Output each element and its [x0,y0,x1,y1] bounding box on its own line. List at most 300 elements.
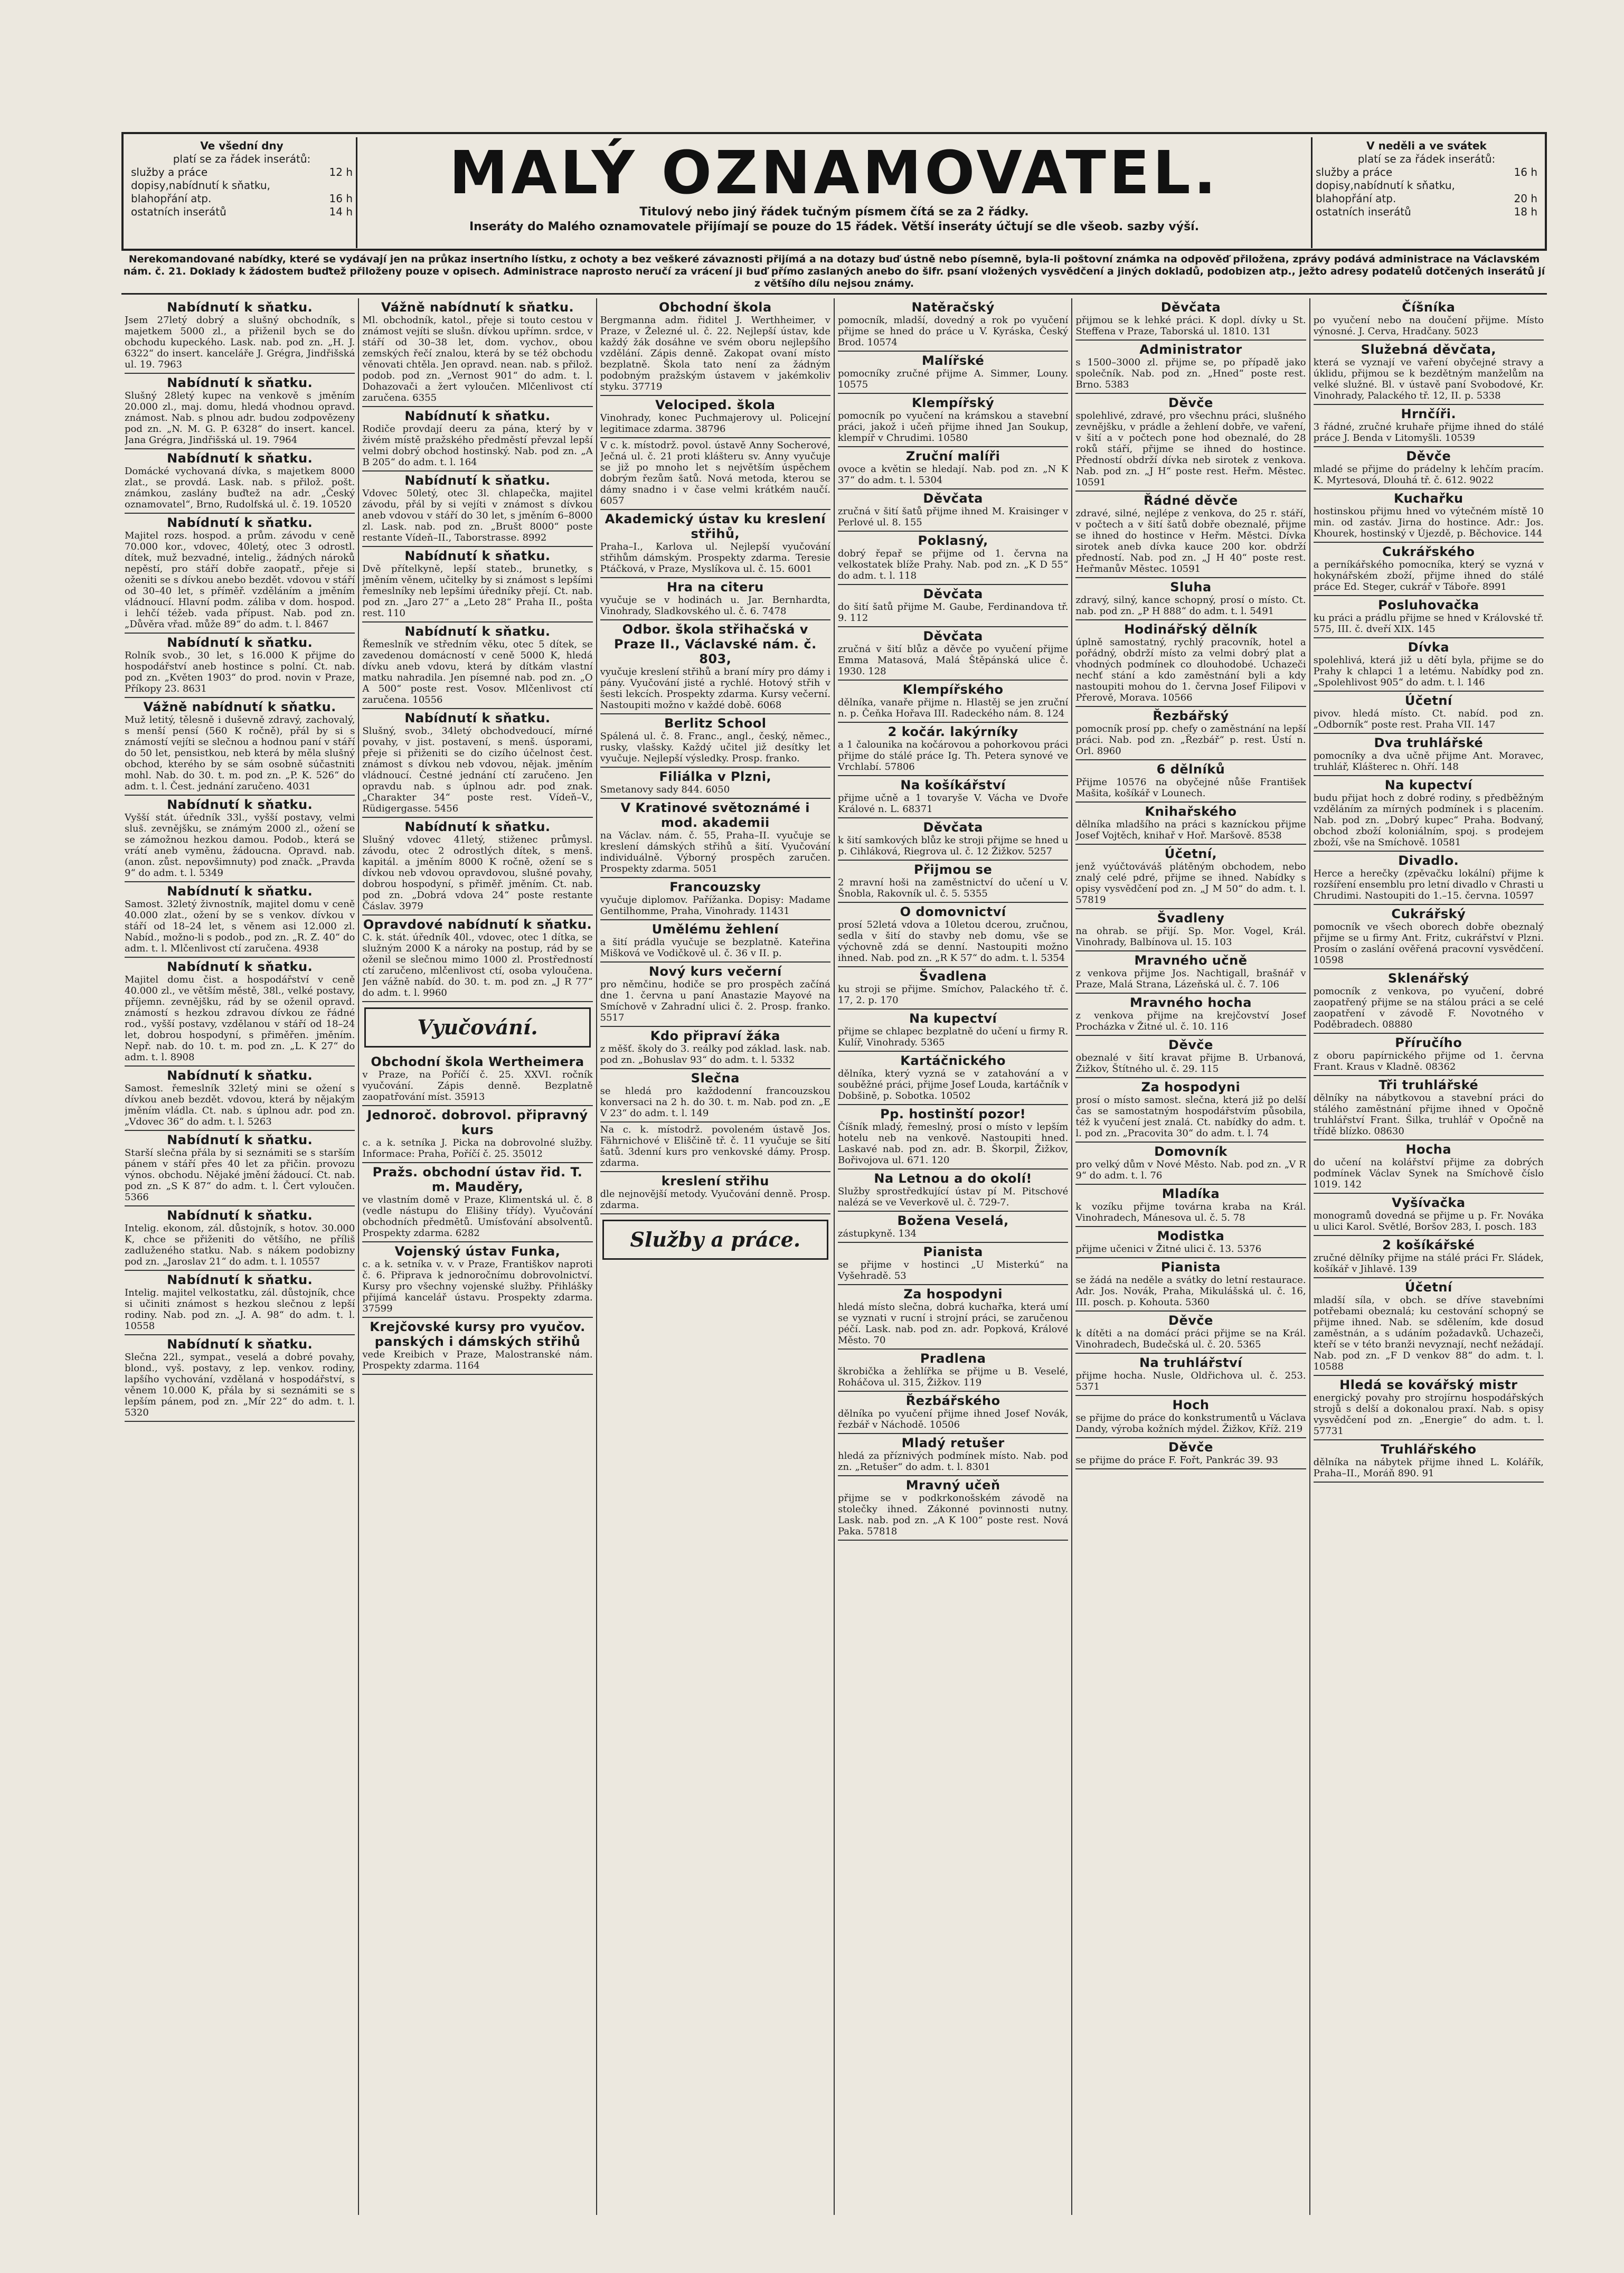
subtitle-2: Inseráty do Malého oznamovatele přijímají se pouze do 15 řádek. Větší inseráty účtují se dle všeob. sazby výší. [469,220,1200,233]
ad-text: mladé se přijme do prádelny k lehčím pracím. K. Myrtesová, Dlouhá tř. č. 612. 9022 [1313,464,1544,486]
rate-price: 18 h [1514,205,1537,218]
ad-text: c. a k. setníka J. Picka na dobrovolné služby. Informace: Praha, Poříčí č. 25. 35012 [362,1137,593,1159]
ad-heading: Modistka [1157,1229,1225,1243]
ad-heading: Děvčata [923,587,983,601]
classified-ad [838,723,1068,776]
ad-heading: Řádné děvče [1144,493,1238,508]
ad-text: Na c. k. místodrž. povoleném ústavě Jos. Fährnichové v Eliščině tř. č. 11 vyučuje se šití šatů. 3denní kurs pro venkovské dámy. Prosp. zdarma. [600,1124,830,1168]
ad-text: k vozíku přijme továrna kraba na Král. Vinohradech, Mánesova ul. č. 5. 78 [1075,1201,1306,1223]
ad-heading: Děvčata [923,629,983,644]
ad-text: se přijme do práce F. Fořt, Pankrác 39. 93 [1075,1455,1278,1466]
classified-ad [1075,909,1306,951]
ad-text: Číšník mladý, řemeslný, prosí o místo v lepším hotelu neb na venkově. Nastoupiti hned. Laskavé nab. pod zn. adr. B. Škorpil, Žižkov, Bořivojova ul. 671. 120 [837,1121,1069,1166]
ad-heading: Posluhovačka [1378,598,1479,612]
ad-heading: Nabídnutí k sňatku. [167,797,313,812]
ad-text: Intelig. ekonom, zál. důstojník, s hotov. 30.000 K, chce se přiženiti do většího, ne příliš zadluženého statku. Nab. s nákem podobizny pod zn. „Jaroslav 21“ do adm. t. l. 10557 [125,1223,355,1267]
ad-text: škrobička a žehlířka se přijme u B. Veselé, Roháčova ul. 315, Žižkov. 119 [837,1366,1069,1388]
classified-ad [125,1271,355,1335]
ad-heading: Knihařského [1145,804,1237,819]
classified-ad [600,578,830,620]
classified-ad [1314,1076,1544,1140]
ad-heading: Francouzsky [669,880,761,894]
ad-text: dělníka mladšího na práci s kazníckou přijme Josef Vojtěch, knihař v Hoř. Maršově. 8538 [1075,819,1306,841]
ad-heading: Akademický ústav ku kreslení střihů, [605,512,826,541]
ad-text: Herce a herečky (zpěvačku lokální) přijme k rozšíření ensemblu pro letní divadlo v Chrasti u Chrudimi. Nastoupiti do 1.–15. června. 10597 [1313,868,1544,901]
ad-heading: Nabídnutí k sňatku. [167,1068,313,1083]
ad-heading: Na kupectví [909,1011,997,1026]
ad-text: monogramů dovedná se přijme u p. Fr. Nováka u ulici Karol. Světlé, Boršov 283, I. posch. 183 [1313,1210,1544,1232]
ad-text: Starší slečna přála by si seznámiti se s starším pánem v stáří přes 40 let za přičin. provozu výnos. obchodu. Nějaké jmění žádoucí. Ct. nab. pod zn. „S K 87“ do adm. t. l. Čert vyloučen. 5366 [125,1147,355,1203]
ad-heading: O domovnictví [900,904,1006,919]
classified-ad [1075,1258,1306,1312]
classified-ad [600,963,830,1027]
ad-heading: Nabídnutí k sňatku. [167,959,313,974]
classified-ad [362,1318,592,1375]
section-header-sluzby: Služby a práce. [602,1220,828,1260]
classified-ad [1075,803,1306,845]
classified-ad [125,514,355,634]
classified-ad [1075,578,1306,620]
ad-text: V c. k. místodrž. povol. ústavě Anny Socherové, Ječná ul. č. 21 proti klášteru sv. Anny vyučuje se již po mnoho let s největším úspěchem dobrým řezům šatů. Nová metoda, kterou se dámy snadno i v čase velmi krátkém naučí. 6057 [600,440,830,506]
ad-text: hostinskou přijmu hned vo výtečném místě 10 min. od zastáv. Jirna do hostince. Adr.: Jos. Khourek, hostinský v Újezdě, p. Běchovice. 144 [1313,506,1544,539]
classified-ad [125,374,355,449]
ad-text: Samost. 32letý živnostník, majitel domu v ceně 40.000 zlat., ožení by se s venkov. dívkou v stáří od 18–24 let, s věnem asi 12.000 zl. Nabíd., možno-li s podob., pod zn. „R. Z. 40“ do adm. t. l. Mlčenlivost ctí zaručena. 4938 [125,899,355,954]
ad-heading: Děvče [1406,449,1451,464]
ad-text: k šití samkových blůz ke stroji přijme se hned u p. Cihláková, Riegrova ul. č. 12 Žižkov. 5257 [837,835,1069,857]
ad-text: Jsem 27letý dobrý a slušný obchodník, s majetkem 5000 zl., a přiženil bych se do obchodu kupeckého. Lask. nab. pod zn. „H. J. 6322“ do insert. kanceláře J. Grégra, Jindřišská ul. 19. 7963 [125,315,355,370]
classified-ad [362,407,592,471]
ad-heading: Na Letnou a do okolí! [874,1171,1032,1186]
ad-heading: Domovník [1154,1144,1228,1159]
classified-ad [600,510,830,578]
ad-heading: Nabídnutí k sňatku. [167,375,313,390]
ad-column [597,298,835,2215]
newspaper-page [121,127,1547,2218]
classified-ad [1075,1078,1306,1143]
ad-text: Vdovec 50letý, otec 3l. chlapečka, majitel závodu, přál by si vejíti v známost s dívkou aneb vdovou v stáří do 30 let, s jměním 6–8000 zl. Lask. nab. pod zn. „Brušt 8000“ poste restante Vídeň–II., Taborstrasse. 8992 [362,488,593,543]
ad-text: hledá místo slečna, dobrá kuchařka, která umí se vyznati v rucní i strojní práci, se zaručenou péčí. Lask. nab. pod zn. adr. Popková, Králové Město. 70 [837,1301,1069,1346]
ad-text: pomocník ve všech oborech dobře obeznalý přijme se u firmy Ant. Fritz, cukrářství v Plzni. Prosím o zaslání ověřená pracovní vysvědčení. 10598 [1313,921,1544,966]
classified-ad [1075,492,1306,578]
ad-text: dělníka na nábytek přijme ihned L. Kolářík, Praha–II., Moráň 890. 91 [1313,1457,1544,1479]
classified-ad [362,1242,592,1318]
masthead [121,132,1547,251]
rate-label: dopisy,nabídnutí k sňatku, [131,179,270,192]
ad-heading: Příručího [1395,1035,1462,1050]
ad-text: Řemeslník ve středním věku, otec 5 dítek, se zavedenou domácností v ceně 5000 K, hledá dívku aneb vdovu, která by dítkám vlastní matku nahradila. Jen písemné nab. pod zn. „O A 500“ poste rest. Vosov. Mlčenlivost ctí zaručena. 10556 [362,639,593,705]
classified-ad [1314,298,1544,341]
ad-text: energický povahy pro strojírnu hospodářských strojů s delší a dokonalou praxí. Nab. s opisy vysvědčení pod zn. „Energie“ do adm. t. l. 57731 [1313,1392,1544,1437]
ad-text: Vinohrady, konec Puchmajerovy ul. Policejní legitimace zdarma. 38796 [600,412,830,435]
classified-ad [838,903,1068,967]
classified-ad [1314,852,1544,905]
ad-text: a perníkářského pomocníka, který se vyzná v hokynářském zboží, přijme ihned do stálé práce Ed. Steger, cukrář v Táboře. 8991 [1313,559,1544,592]
classified-ad [125,958,355,1067]
ad-text: Intelig. majitel velkostatku, zál. důstojník, chce si učiniti známost s hezkou slečnou z lepší rodiny. Nab. pod zn. „J. A. 98“ do adm. t. l. 10558 [125,1287,355,1332]
ad-text: vyučuje kreslení střihů a braní míry pro dámy i pány. Vyučování jisté a rychlé. Hotový střih v šesti lekcích. Prospekty zdarma. Kursy večerní. Nastoupiti možno v každé době. 6068 [600,666,830,711]
ad-columns [121,298,1547,2215]
classified-ad [1314,543,1544,596]
classified-ad [600,1069,830,1123]
classified-ad [838,1052,1068,1105]
ad-text: z venkova přijme na krejčovství Josef Procházka v Žitné ul. č. 10. 116 [1075,1010,1306,1032]
ad-text: ovoce a květin se hledají. Nab. pod zn. „N K 37“ do adm. t. l. 5304 [837,464,1069,486]
ad-heading: Děvčata [923,820,983,835]
rate-row [1316,166,1537,179]
classified-ad [1075,760,1306,803]
ad-text: 3 řádné, zručné kruhaře přijme ihned do stálé práce J. Benda v Litomyšli. 10539 [1313,421,1544,444]
classified-ad [1075,1143,1306,1185]
rate-price: 16 h [329,192,353,205]
ad-text: zástupkyně. 134 [837,1228,917,1239]
ad-heading: Nabídnutí k sňatku. [404,409,551,423]
ad-heading: Vážně nabídnutí k sňatku. [143,700,336,714]
ad-text: Majitel rozs. hospod. a prům. závodu v ceně 70.000 kor., vdovec, 40letý, otec 3 odrostl. dítek, muž bezvadné, intelig., žádných nároků nepěstí, pro stáří dobře zaopatř., přeje si oženiti se s dívkou anebo bezdět. vdovou v stáří od 30–40 let, s příměř. vzděláním a jměním vládnoucí. Hlavní podm. záliba v dom. hospod. i lehčí téžeb. vada přípust. Nab. pod zn. „Důvěra vřad. může 89“ do adm. t. l. 8467 [125,530,355,630]
ad-column [121,298,359,2215]
ad-heading: Mladý retušer [901,1436,1005,1450]
ad-text: se hledá pro každodenní francouzskou konversaci na 2 h. do 30. t. m. Nab. pod zn. „E V 23“ do adm. t. l. 149 [600,1086,830,1119]
ad-text: zdravý, silný, kance schopný, prosí o místo. Ct. nab. pod zn. „P H 888“ do adm. t. l. 5491 [1075,595,1306,617]
ad-text: se přijme v hostinci „U Misterkú“ na Vyšehradě. 53 [837,1259,1069,1281]
classified-ad [362,471,592,547]
classified-ad [1314,447,1544,489]
classified-ad [838,489,1068,532]
ad-heading: Jednoroč. dobrovol. připravný kurs [367,1108,588,1137]
ad-text: prosí o místo samost. slečna, která již po delší čas se samostatným hospodářstvím působila, též k vyučení jest znalá. Ct. nabídky do adm. t. l. pod zn. „Pracovita 30“ do adm. t. l. 74 [1075,1095,1306,1139]
classified-ad [1314,638,1544,692]
section-header-vyucovani: Vyučování. [364,1007,590,1048]
ad-heading: Božena Veselá, [897,1213,1009,1228]
rate-label: ostatních inserátů [1316,205,1411,218]
ad-heading: Pražs. obchodní ústav řid. T. m. Mauděry, [372,1165,583,1194]
classified-ad [1075,1354,1306,1396]
rate-price: 12 h [329,166,353,178]
ad-heading: Umělému žehlení [652,922,779,937]
ad-text: ku práci a prádlu přijme se hned v Královské tř. 575, III. č. dveří XIX. 145 [1313,612,1544,635]
ad-heading: Děvče [1168,1440,1213,1455]
ad-heading: Cukrářský [1391,907,1466,921]
subtitle-1: Titulový nebo jiný řádek tučným písmem čítá se za 2 řádky. [639,205,1029,219]
ad-heading: Přijmou se [913,862,993,877]
classified-ad [600,799,830,878]
classified-ad [838,1350,1068,1392]
ad-text: dělníky na nábytkovou a stavební práci do stálého zaměstnání přijme ihned v Opočně truhlářství Frant. Šilka, truhlář v Opočně na třídě blízko. 08630 [1313,1092,1544,1137]
ad-heading: Za hospodyni [903,1287,1003,1301]
ad-heading: Hra na citeru [666,580,764,595]
rate-row [1316,205,1537,219]
classified-ad [838,627,1068,681]
ad-heading: Na truhlářství [1139,1355,1242,1370]
ad-heading: Kuchařku [1393,491,1464,506]
ad-text: v Praze, na Poříčí č. 25. XXVI. ročník vyučování. Zápis denně. Bezplatně zaopatřování míst. 35913 [362,1069,593,1102]
ad-text: a šití prádla vyučuje se bezplatně. Kateřina Mišková ve Vodičkově ul. č. 36 v II. p. [600,937,830,959]
classified-ad [600,298,830,396]
ad-text: C. k. stát. úředník 40l., vdovec, otec 1 dítka, se služným 2000 K a nároky na postup, rád by se oženil se slečnou mimo 1000 zl. Prostředností ctí zaručeno, mlčenlivost ctí, osoba vyloučena. Jen vážně nabíd. do 30. t. m. pod zn. „J R 77“ do adm. t. l. 9960 [362,932,593,998]
ad-text: k dítěti a na domácí práci přijme se na Král. Vinohradech, Budečská ul. č. 20. 5365 [1075,1328,1306,1350]
ad-text: obeznalé v šití kravat přijme B. Urbanová, Žižkov, Štítného ul. č. 29. 115 [1075,1052,1306,1074]
classified-ad [838,681,1068,723]
page-title: MALÝ OZNAMOVATEL. [449,139,1220,208]
ad-heading: Hocha [1405,1142,1452,1157]
rates-holiday-title: V neděli a ve svátek [1366,139,1487,152]
ad-text: po vyučení nebo na doučení přijme. Místo výnosné. J. Cerva, Hradčany. 5023 [1313,315,1544,337]
ad-heading: Na kupectví [1384,778,1472,793]
rate-row [131,166,353,179]
classified-ad [600,1172,830,1214]
ad-text: Slušný 28letý kupec na venkově s jměním 20.000 zl., maj. domu, hledá vhodnou opravd. známost. Nab. s plnou adr. budou zodpovězeny pod zn. „N. M. G. P. 6328“ do insert. kancel. Jana Grégra, Jindřišská ul. 19. 7964 [125,390,355,446]
ad-text: budu přijat hoch z dobré rodiny, s předběžným vzděláním za mírných podmínek i s placením. Nab. pod zn. „Dobrý kupec“ Praha. Bodvaný, obchod zboží koloniálním, spoj. s prodejem zboží, vše na Smíchově. 10581 [1313,793,1544,848]
rate-label: dopisy,nabídnutí k sňatku, [1316,179,1455,192]
classified-ad [600,1027,830,1069]
classified-ad [125,1131,355,1206]
ad-column [1072,298,1310,2215]
classified-ad [838,1434,1068,1476]
ad-text: zručné dělníky přijme na stálé práci Fr. Sládek, košíkář v Jihlavě. 139 [1313,1252,1544,1275]
ad-text: dělníka, vanaře přijme n. Hlastěj se jen zruční n. p. Čeňka Hořava III. Radeckého nám. 8. 124 [837,697,1069,719]
classified-ad [362,916,592,1002]
ad-text: pro němčinu, hodiče se pro prospěch začíná dne 1. června u paní Anastazie Mayové na Smíchově v Zahradní ulici č. 2. Prosp. franko. 5517 [600,979,830,1023]
ad-text: zručná v šití blůz a děvče po vyučení přijme Emma Matasová, Malá Štěpánská ulice č. 1930. 128 [837,644,1069,677]
ad-text: do učení na kolářství přijme za dobrých podmínek Václav Synek na Smíchově číslo 1019. 142 [1313,1157,1544,1190]
ad-heading: Administrator [1139,342,1242,357]
rate-price: 14 h [329,205,353,218]
ad-heading: Nabídnutí k sňatku. [167,884,313,899]
ad-text: mladší síla, v obch. se dříve stavebními potřebami obeznalá; ku cestování schopný se přijme ihned. Nab. se sdělením, kde dosud zaměstnán, a s udáním požadavků. Uchazeči, kteří se v této branži nevyznají, nechť nežádají. Nab. pod zn. „F D venkov 88“ do adm. t. l. 10588 [1313,1295,1544,1372]
ad-heading: Mravného hocha [1130,995,1252,1010]
ad-heading: Za hospodyni [1141,1080,1241,1095]
ad-heading: Děvčata [923,491,983,506]
ad-text: Služby sprostředkující ústav pí M. Pitschové nalézá se ve Veverkově ul. č. 729-7. [837,1186,1069,1208]
classified-ad [1075,951,1306,994]
ad-heading: Účetní [1404,693,1452,708]
ad-text: zručná v šití šatů přijme ihned M. Kraisinger v Perlové ul. 8. 155 [837,506,1069,528]
ad-text: dělníka, který vyzná se v zatahování a v souběžné práci, přijme Josef Louda, kartáčník v Dobšině, p. Sobotka. 10502 [837,1068,1069,1101]
title-block [356,137,1313,248]
classified-ad [1075,1036,1306,1078]
ad-text: Vyšší stát. úředník 33l., vyšší postavy, velmi sluš. zevnějšku, se známým 2000 zl., ožení se se zámožnou hezkou damou. Podob., která se vrátí aneb vyměnu, žádoucna. Opravd. nab. (anon. zůst. nepovšimnuty) pod značk. „Pravda 9“ do adm. t. l. 5349 [125,812,355,879]
ad-heading: Mravného učně [1134,953,1248,968]
ad-text: dobrý řepař se přijme od 1. června na velkostatek blíže Prahy. Nab. pod zn. „K D 55“ do adm. t. l. 118 [837,548,1069,581]
ad-text: ku stroji se přijme. Smíchov, Palackého tř. č. 17, 2. p. 170 [837,984,1069,1006]
classified-ad [1075,620,1306,707]
classified-ad [1075,394,1306,492]
classified-ad [362,1053,592,1106]
ad-text: Slušný, svob., 34letý obchodvedoucí, mírné povahy, v jist. postavení, s menš. úsporami, přeje si přiženiti se do cizího účelnost čest. známost s dívkou neb vdovou, nějak. jměním vládnoucí. Čestné jednání ctí zaručeno. Jen opravdu nab. s úplnou adr. pod znak. „Charakter 34“ poste rest. Vídeň–V., Rüdigergasse. 5456 [362,725,593,814]
ad-heading: 6 dělníků [1156,762,1225,777]
classified-ad [125,449,355,514]
administration-notice: Nerekomandované nabídky, které se vydávají jen na průkaz insertního lístku, z ochoty a bez veškeré závaznosti přijímá a na dotazy buď ústně nebo písemně, byla-li poštovní známka na odpověď přiložena, zprávy podává administrace na Václavském nám. č. 21. Doklady k žádostem buďtež přiloženy pouze v opisech. Administrace naprosto neručí za vrácení ji buď přímo zaslaných anebo do šifr. psaní vložených vysvědčení a jiných dokladů, podobizen atp., ježto adresy podatelů dotčených inserátů jí z většího dílu nejsou známy. [121,253,1547,295]
ad-heading: Nabídnutí k sňatku. [167,1337,313,1352]
ad-text: c. a k. setníka v. v. v Praze, Františkov naproti č. 6. Připrava k jednoročnímu dobrovolnictví. Kursy pro všechny vojenské služby. Přihlášky přijímá kancelář ústavu. Prospekty zdarma. 37599 [362,1259,593,1314]
classified-ad [838,776,1068,818]
ad-text: přijme učenici v Žitné ulici č. 13. 5376 [1075,1243,1262,1255]
ad-heading: Sklenářský [1387,971,1469,986]
classified-ad [362,547,592,623]
ad-text: ve vlastním domě v Praze, Klimentská ul. č. 8 (vedle nástupu do Elišiny třídy). Vyučování obchodních předmětů. Umísťování absolventů. Prospekty zdarma. 6282 [362,1194,593,1239]
ad-text: přijme se chlapec bezplatně do učení u firmy R. Kulíř, Vinohrady. 5365 [837,1026,1069,1048]
ad-text: spolehlivé, zdravé, pro všechnu práci, slušného zevnějšku, v prádle a žehlení dobře, ve vaření, v šití a v počtech pone hod obeznalé, do 28 roků stáří, přijme se ihned do hostince. Předností obdrží dívka neb sirotek z venkova. Nab. pod zn. „J H“ poste rest. Heřm. Městec. 10591 [1075,410,1306,488]
rates-weekday [131,139,353,219]
classified-ad [838,1285,1068,1350]
ad-heading: Nabídnutí k sňatku. [404,819,551,834]
classified-ad [1314,1440,1544,1483]
rates-holiday [1316,139,1537,219]
ad-text: Praha–I., Karlova ul. Nejlepší vyučování střihům dámským. Prospekty zdarma. Teresie Ptáčková, v Praze, Myslíkova ul. č. 15. 6001 [600,541,830,574]
ad-heading: Nabídnutí k sňatku. [167,1272,313,1287]
ad-text: 2 mravní hoši na zaměstnictví do učení u V. Šnobla, Rakovník ul. č. 5. 5355 [837,877,1069,899]
rate-label: ostatních inserátů [131,205,226,218]
ad-heading: Nabídnutí k sňatku. [167,451,313,466]
ad-text: se žádá na neděle a svátky do letní restaurace. Adr. Jos. Novák, Praha, Mikulášská ul. č. 16, III. posch. p. Kohouta. 5360 [1075,1275,1306,1308]
ad-text: dle nejnovější metody. Vyučování denně. Prosp. zdarma. [600,1189,830,1211]
ad-text: na ohrab. se přijí. Sp. Mor. Vogel, Král. Vinohrady, Balbínova ul. 15. 103 [1075,926,1306,948]
ad-heading: Účetní [1404,1280,1452,1295]
ad-text: na Václav. nám. č. 55, Praha–II. vyučuje se kreslení dámských střihů a šití. Vyučování individuálně. Výborný prospěch zaručen. Prospekty zdarma. 5051 [600,830,830,874]
ad-text: Slušný vdovec 41letý, stiženec průmysl. závodu, otec 2 odrostlých dítek, s menš. kapitál. a jměním 8000 K ročně, ožení se s dívkou neb vdovou opravdovou, slušné povahy, dobrou hospodyní, s přiměř. jměním. Ct. nab. pod zn. „Dobrá vdova 24“ poste restante Čáslav. 3979 [362,834,593,912]
ad-text: dělníka po vyučení přijme ihned Josef Novák, řezbář v Náchodě. 10506 [837,1408,1069,1430]
ad-heading: kreslení střihu [661,1174,769,1189]
ad-text: do šití šatů přijme M. Gaube, Ferdinandova tř. 9. 112 [837,601,1069,624]
ad-text: pomocník z venkova, po vyučení, dobré zaopatřený přijme se na stálou práci a se celé zaopatření v závodě F. Novotného v Poděbradech. 08880 [1313,986,1544,1030]
ad-heading: Velociped. škola [655,398,776,412]
ad-text: vede Kreibich v Praze, Malostranské nám. Prospekty zdarma. 1164 [362,1349,593,1371]
ad-text: Samost. řemeslník 32letý mini se ožení s dívkou aneb bezdět. vdovou, která by nějakým jměním vládla. Ct. nab. s úplnou adr. pod zn. „Vdovec 36“ do adm. t. l. 5263 [125,1083,355,1127]
classified-ad [838,1476,1068,1541]
classified-ad [600,768,830,799]
rate-label: služby a práce [1316,166,1393,178]
rate-row [1316,192,1537,205]
classified-ad [1314,969,1544,1034]
ad-text: spolehlivá, která již u dětí byla, přijme se do Prahy k chlapci 1 a letému. Nabídky pod zn. „Spolehlivost 905“ do adm. t. l. 146 [1313,655,1544,688]
ad-text: Ml. obchodník, katol., přeje si touto cestou v známost vejíti se slušn. dívkou upřímn. srdce, v stáří od 30–38 let, dom. vychov., obou zemských řečí znalou, která by se též obchodu věnovati chtěla. Jen opravd. nean. nab. s přilož. podob. pod zn. „Vernost 901“ do adm. t. l. Dohazovači a žert vyloučen. Mlčenlivost ctí zaručena. 6355 [362,315,593,403]
classified-ad [1314,734,1544,776]
ad-heading: Klempířský [912,395,995,410]
ad-heading: Klempířského [902,682,1004,697]
ad-heading: Berlitz School [664,716,767,731]
ad-heading: Tři truhlářské [1378,1078,1479,1092]
classified-ad [1075,1312,1306,1354]
classified-ad [1075,845,1306,909]
classified-ad [1075,1396,1306,1438]
rates-weekday-sub: platí se za řádek inserátů: [173,153,311,165]
classified-ad [600,438,830,510]
classified-ad [600,714,830,768]
ad-heading: Nabídnutí k sňatku. [404,624,551,639]
ad-text: jenž vyúčtováváš plátěným obchodem, nebo znalý celé pdré, přijme se ihned. Nabídky s opisy vysvědčení pod zn. „J M 50“ do adm. t. l. 57819 [1075,861,1306,906]
ad-text: z oboru papírnického přijme od 1. června Frant. Kraus v Kladně. 08362 [1313,1050,1544,1072]
ad-heading: 2 košíkářské [1382,1238,1475,1252]
ad-text: přijme hocha. Nusle, Oldřichova ul. č. 253. 5371 [1075,1370,1306,1392]
classified-ad [1314,596,1544,638]
classified-ad [600,1123,830,1172]
ad-text: pro velký dům v Nové Město. Nab. pod zn. „V R 9“ do adm. t. l. 76 [1075,1159,1306,1181]
classified-ad [1314,905,1544,969]
ad-heading: 2 kočár. lakýrníky [887,724,1018,739]
ad-text: vyučuje diplomov. Pařížanka. Dopisy: Madame Gentilhomme, Praha, Vinohrady. 11431 [600,894,830,917]
ad-heading: Řezbářský [1153,709,1229,723]
ad-heading: Švadlena [919,969,987,984]
ad-heading: Filiálka v Plzni, [659,769,772,784]
classified-ad [838,447,1068,489]
ad-heading: Nabídnutí k sňatku. [167,635,313,650]
ad-text: přijme učně a 1 tovaryše V. Vácha ve Dvoře Králové n. L. 68371 [837,793,1069,815]
ad-heading: Sluha [1170,580,1212,595]
classified-ad [125,298,355,374]
ad-text: zdravé, silné, nejlépe z venkova, do 25 r. stáří, v počtech a v šití šatů dobře obeznalé, přijme se ihned do hostince v Heřm. Městci. Dívka sirotek aneb dívka kauce 200 kor. obdrží předností. Nab. pod zn. „J H 40“ poste rest. Heřmanův Městec. 10591 [1075,508,1306,574]
classified-ad [362,818,592,916]
rates-holiday-sub: platí se za řádek inserátů: [1357,153,1496,165]
ad-heading: Pianista [923,1244,983,1259]
ad-heading: Mravný učeň [905,1478,1000,1493]
classified-ad [1314,776,1544,852]
classified-ad [838,861,1068,903]
ad-heading: Obchodní škola [658,300,772,315]
classified-ad [838,394,1068,447]
ad-text: pomocník po vyučení na krámskou a stavební práci, jakož i učeň přijme ihned Jan Soukup, klempíř v Chrudimi. 10580 [837,410,1069,444]
classified-ad [838,352,1068,394]
ad-text: se přijme do práce do konkstrumentů u Václava Dandy, výroba kožních mýdel. Žižkov, Kříž. 219 [1075,1412,1306,1435]
classified-ad [125,882,355,958]
rate-row [131,205,353,219]
ad-heading: Hledá se kovářský mistr [1339,1378,1518,1392]
ad-text: Domácké vychovaná dívka, s majetkem 8000 zlat., se provdá. Lask. nab. s přilož. pošt. známkou, zaslány buďtež na adr. „Český oznamovatel“, Brno, Rudolfská ul. č. 19. 10520 [125,466,355,510]
ad-heading: Nabídnutí k sňatku. [404,473,551,488]
ad-heading: Natěračský [911,300,995,315]
rate-label: služby a práce [131,166,208,178]
ad-heading: Kartáčnického [900,1053,1006,1068]
classified-ad [1314,489,1544,543]
ad-text: Rolník svob., 30 let, s 16.000 K přijme do hospodářství aneb hostince s polní. Ct. nab. pod zn. „Květen 1903“ do prod. novin v Praze, Příkopy 23. 8631 [125,650,355,694]
classified-ad [838,818,1068,861]
ad-heading: Na košíkářství [900,778,1006,793]
ad-text: hledá za příznivých podmínek místo. Nab. pod zn. „Retušer“ do adm. t. l. 8301 [837,1450,1069,1473]
ad-heading: Poklasný, [918,533,988,548]
ad-heading: Malířské [922,353,985,368]
ad-text: která se vyznají ve vaření obyčejné stravy a úklidu, přijmou se k bezdětným manželům na velké služné. Bl. v ústavě paní Svobodové, Kr. Vinohrady, Palackého tř. 12, II. p. 5338 [1313,357,1544,401]
ad-heading: Nový kurs večerní [648,964,782,979]
ad-heading: Dva truhlářské [1374,735,1484,750]
ad-heading: Dívka [1408,640,1450,655]
classified-ad [125,1206,355,1271]
ad-heading: Účetní, [1164,846,1217,861]
ad-text: pomocník prosí pp. chefy o zaměstnání na lepší práci. Nab. pod zn. „Řezbář“ p. rest. Ústí n. Orl. 8960 [1075,723,1306,757]
ad-text: Slečna 22l., sympat., veselá a dobré povahy, blond., vyš. postavy, z lep. venkov. rodiny, lapšího vychování, vzdělaná v hospodářství, s věnem 10.000 K, přála by si seznámiti se s lepším pánem, pod zn. „Mír 22“ do adm. t. l. 5320 [125,1352,355,1418]
ad-text: pomocníky zručné přijme A. Simmer, Louny. 10575 [837,368,1069,390]
ad-text: z venkova přijme Jos. Nachtigall, brašnář v Praze, Malá Strana, Lázeňská ul. č. 7. 106 [1075,968,1306,990]
ad-text: z měšť. školy do 3. reálky pod základ. lask. nab. pod zn. „Bohuslav 93“ do adm. t. l. 5332 [600,1043,830,1065]
ad-heading: Hoch [1172,1398,1210,1412]
ad-heading: Nabídnutí k sňatku. [404,549,551,563]
classified-ad [600,620,830,714]
ad-text: Majitel domu čist. a hospodářství v ceně 40.000 zl., ve větším městě, 38l., velké postavy, příjemn. zevnějšku, rád by se oženil opravd. známostí s hezkou zdravou dívkou ze řádné rod., vyšší postavy, vzdělanou v stáří od 18–24 let, dobrou hospodyní, s přiměřen. jměním. Nepř. nab. do 10. t. m. pod zn. „L. K 27“ do adm. t. l. 8908 [125,974,355,1063]
ad-text: vyučuje se v hodinách u. Jar. Bernhardta, Vinohrady, Sladkovského ul. č. 6. 7478 [600,595,830,617]
classified-ad [125,634,355,698]
classified-ad [125,796,355,882]
classified-ad [1314,1278,1544,1376]
ad-text: Bergmanna adm. řiditel J. Werthheimer, v Praze, v Železné ul. č. 22. Nejlepší ústav, kde každý žák dosáhne ve svém oboru nejlepšího vzdělání. Zápis denně. Zakopat ovaní místo bezplatně. Škola tato není za žádným podobným pražským ústavem v jakémkoliv styku. 37719 [600,315,830,392]
rate-row [1316,179,1537,192]
rate-label: blahopřání atp. [1316,192,1396,205]
classified-ad [362,1163,592,1242]
ad-heading: Nabídnutí k sňatku. [167,1133,313,1147]
ad-heading: Opravdové nabídnutí k sňatku. [363,917,592,932]
classified-ad [838,1105,1068,1169]
classified-ad [1075,1227,1306,1258]
classified-ad [125,1067,355,1131]
ad-text: Přijme 10576 na obyčejné nůše František Mašita, košíkář v Lounech. [1075,777,1306,799]
classified-ad [1314,1194,1544,1236]
classified-ad [838,1243,1068,1285]
